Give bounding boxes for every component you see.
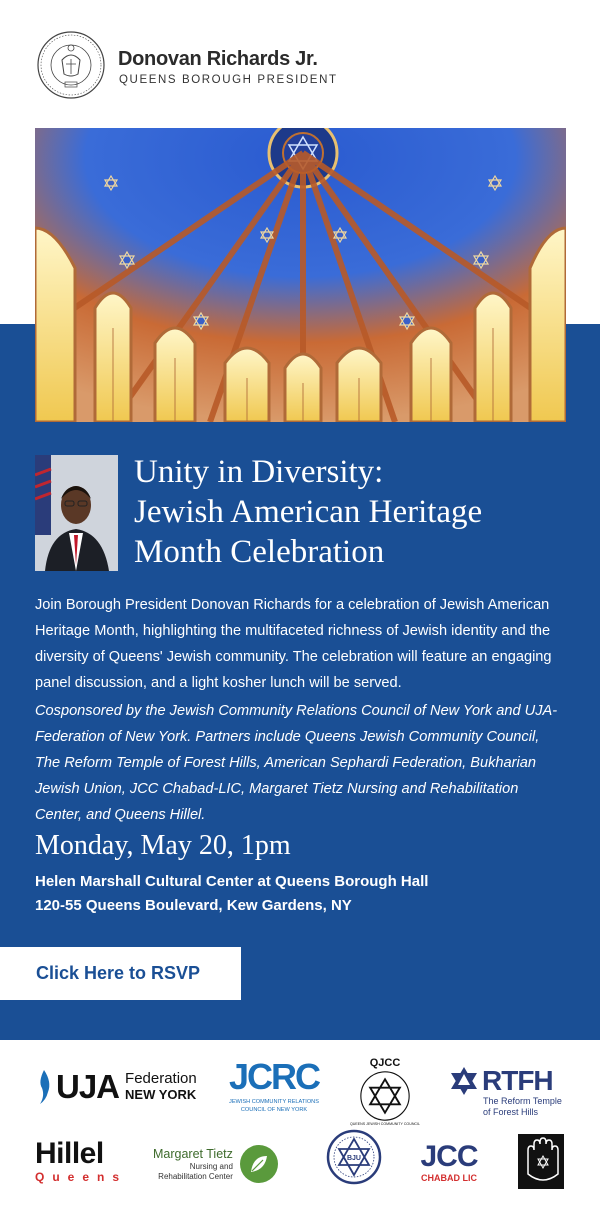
borough-seal-icon xyxy=(36,30,106,100)
hillel-sub: Queens xyxy=(35,1170,128,1184)
leaf-icon xyxy=(239,1144,279,1184)
margaret-tietz-logo xyxy=(153,1141,293,1187)
jcrc-logo xyxy=(222,1056,326,1126)
star-of-david-icon xyxy=(449,1066,479,1096)
hamsa-logo xyxy=(518,1134,564,1189)
event-venue xyxy=(35,870,428,918)
tietz-line3: Rehabilitation Center xyxy=(158,1171,233,1181)
event-description: Join Borough President Donovan Richards for a celebration of Jewish American Heritage Month, highlighting the multifaceted richness of Jewish identity and the diversity of Queens' Jewish community. The celebration will feature an engaging panel discussion, and a light kosher lunch will be served. xyxy=(35,597,552,691)
uja-line2: NEW YORK xyxy=(125,1087,197,1102)
jcc-sub: CHABAD LIC xyxy=(421,1173,477,1183)
jcrc-line2: COUNCIL OF NEW YORK xyxy=(240,1107,308,1113)
uja-main: UJA xyxy=(56,1068,120,1105)
star-of-david-icon xyxy=(357,1070,413,1122)
header xyxy=(0,0,600,128)
synagogue-dome-image xyxy=(35,128,566,422)
venue-name: Helen Marshall Cultural Center at Queens Borough Hall xyxy=(35,873,429,890)
rtfh-line1: The Reform Temple xyxy=(483,1096,562,1106)
uja-federation-logo xyxy=(36,1067,197,1107)
event-title-line: Month Celebration xyxy=(134,534,385,570)
bju-emblem-icon xyxy=(326,1129,382,1185)
hillel-main: Hillel xyxy=(35,1137,104,1170)
rtfh-logo xyxy=(449,1066,567,1118)
rtfh-main: RTFH xyxy=(482,1065,553,1096)
tietz-line1: Margaret Tietz xyxy=(153,1146,233,1161)
jcrc-main: JCRC xyxy=(228,1056,319,1097)
event-title xyxy=(134,452,574,572)
event-date: Monday, May 20, 1pm xyxy=(35,830,291,861)
borough-president-name: Donovan Richards Jr. xyxy=(118,48,318,70)
event-title-line: Jewish American Heritage xyxy=(134,494,483,530)
rsvp-button[interactable]: Click Here to RSVP xyxy=(0,947,241,1000)
borough-president-title: QUEENS BOROUGH PRESIDENT xyxy=(119,74,338,86)
uja-flame-icon xyxy=(36,1070,52,1104)
qjcc-main: QJCC xyxy=(369,1057,401,1069)
hillel-queens-logo xyxy=(35,1138,127,1188)
cosponsors-text: Cosponsored by the Jewish Community Relations Council of New York and UJA-Federation of New York. Partners include Queens Jewish Community Council, The Reform Temple of Forest Hills, American Sephardi Federation, Bukharian Jewish Union, JCC Chabad-LIC, Margaret Tietz Nursing and Rehabilitation Center, and Queens Hillel. xyxy=(35,703,558,823)
jcrc-line1: JEWISH COMMUNITY RELATIONS xyxy=(229,1099,319,1105)
jcc-main: JCC xyxy=(420,1140,478,1173)
qjcc-ring-text: QUEENS JEWISH COMMUNITY COUNCIL xyxy=(349,1122,421,1126)
bju-main: BJU xyxy=(346,1155,362,1162)
bukharian-jewish-union-logo xyxy=(326,1129,382,1185)
rtfh-line2: of Forest Hills xyxy=(483,1107,539,1117)
uja-line1: Federation xyxy=(125,1070,197,1087)
qjcc-logo xyxy=(349,1057,421,1127)
jcc-chabad-lic-logo xyxy=(414,1141,484,1185)
event-title-line: Unity in Diversity: xyxy=(134,454,384,490)
hamsa-icon xyxy=(518,1134,564,1189)
venue-address: 120-55 Queens Boulevard, Kew Gardens, NY xyxy=(35,897,352,914)
tietz-line2: Nursing and xyxy=(189,1161,233,1171)
borough-president-portrait xyxy=(35,455,118,571)
